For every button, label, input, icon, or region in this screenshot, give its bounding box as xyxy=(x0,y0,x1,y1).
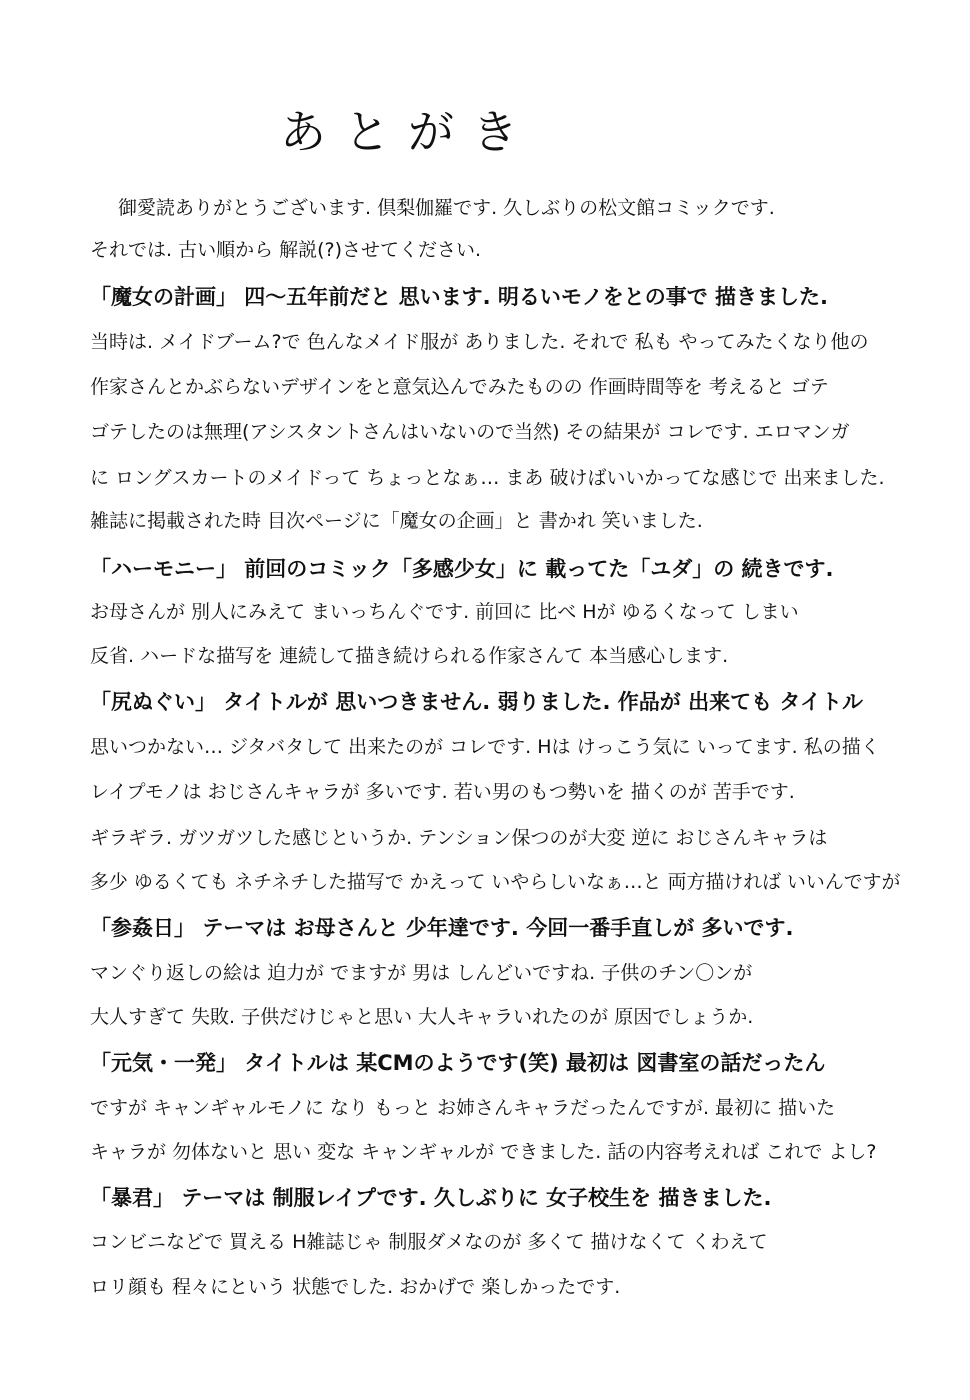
text-line: 作家さんとかぶらないデザインをと意気込んでみたものの 作画時間等を 考えると ゴテ xyxy=(90,376,829,398)
text-line: 御愛読ありがとうございます. 倶梨伽羅です. 久しぶりの松文館コミックです. xyxy=(118,197,775,219)
section-line: 「魔女の計画」 四～五年前だと 思います. 明るいモノをとの事で 描きました. xyxy=(90,285,828,309)
page-title: あとがき xyxy=(280,105,536,159)
section-line: 「尻ぬぐい」 タイトルが 思いつきません. 弱りました. 作品が 出来ても タイトル xyxy=(90,690,863,714)
text-line: レイプモノは おじさんキャラが 多いです. 若い男のもつ勢いを 描くのが 苦手です. xyxy=(90,781,795,803)
section-line: 「ハーモニー」 前回のコミック「多感少女」に 載ってた「ユダ」の 続きです. xyxy=(90,557,834,581)
text-line: それでは. 古い順から 解説(?)させてください. xyxy=(90,239,482,261)
text-line: ですが キャンギャルモノに なり もっと お姉さんキャラだったんですが. 最初に 描いた xyxy=(90,1097,836,1119)
text-line: ロリ顔も 程々にという 状態でした. おかげで 楽しかったです. xyxy=(90,1276,621,1298)
text-line: 当時は. メイドブーム?で 色んなメイド服が ありました. それで 私も やってみたくなり他の xyxy=(90,331,869,353)
text-line: キャラが 勿体ないと 思い 変な キャンギャルが できました. 話の内容考えれば これで よし? xyxy=(90,1141,877,1163)
text-line: ギラギラ. ガツガツした感じというか. テンション保つのが大変 逆に おじさんキャラは xyxy=(90,827,828,849)
text-line: 反省. ハードな描写を 連続して描き続けられる作家さんて 本当感心します. xyxy=(90,645,729,667)
text-line: 雑誌に掲載された時 目次ページに「魔女の企画」と 書かれ 笑いました. xyxy=(90,510,703,532)
text-line: 多少 ゆるくても ネチネチした描写で かえって いやらしいなぁ…と 両方描ければ いいんですが xyxy=(90,871,901,893)
text-line: に ロングスカートのメイドって ちょっとなぁ… まあ 破けばいいかってな感じで 出来ました. xyxy=(90,467,885,489)
text-line: 大人すぎて 失敗. 子供だけじゃと思い 大人キャラいれたのが 原因でしょうか. xyxy=(90,1006,754,1028)
text-line: ゴテしたのは無理(アシスタントさんはいないので当然) その結果が コレです. エロマンガ xyxy=(90,421,850,443)
text-line: マンぐり返しの絵は 迫力が でますが 男は しんどいですね. 子供のチン〇ンが xyxy=(90,962,753,984)
text-line: 思いつかない… ジタバタして 出来たのが コレです. Hは けっこう気に いってます. 私の描く xyxy=(90,736,880,758)
section-line: 「参姦日」 テーマは お母さんと 少年達です. 今回一番手直しが 多いです. xyxy=(90,916,794,940)
text-line: お母さんが 別人にみえて まいっちんぐです. 前回に 比べ Hが ゆるくなって しまい xyxy=(90,601,799,623)
section-line: 「暴君」 テーマは 制服レイプです. 久しぶりに 女子校生を 描きました. xyxy=(90,1186,772,1210)
section-line: 「元気・一発」 タイトルは 某CMのようです(笑) 最初は 図書室の話だったん xyxy=(90,1051,826,1075)
text-line: コンビニなどで 買える H雑誌じゃ 制服ダメなのが 多くて 描けなくて くわえて xyxy=(90,1231,768,1253)
